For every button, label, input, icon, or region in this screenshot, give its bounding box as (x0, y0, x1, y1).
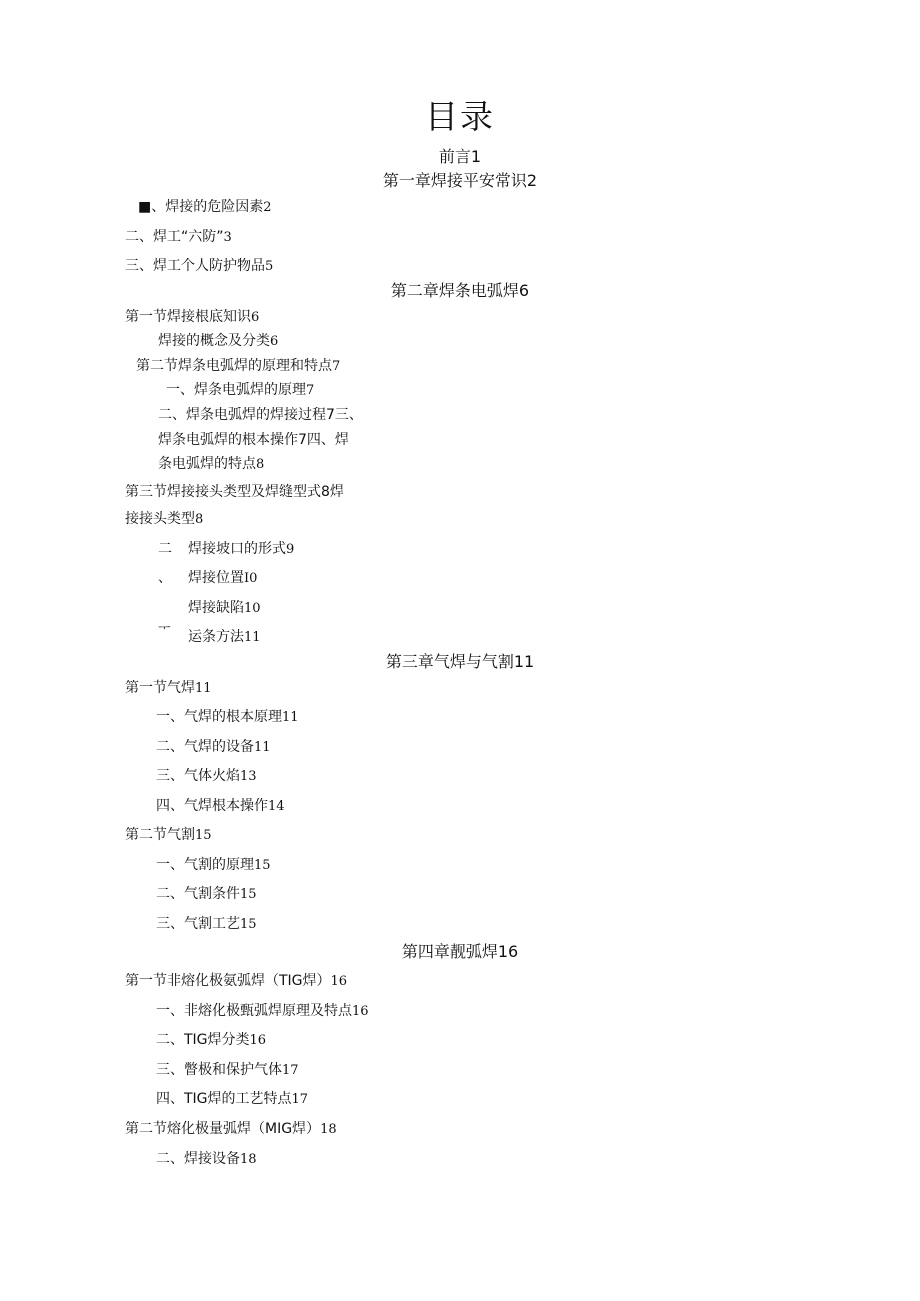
toc-section: 第二节熔化极量弧焊（MIG焊）18 (125, 1121, 337, 1137)
toc-entry: 四、气焊根本操作14 (156, 798, 285, 814)
toc-marker: 、 (158, 570, 172, 586)
toc-entry: 接接头类型8 (125, 511, 204, 527)
toc-entry: 二、焊接设备18 (156, 1151, 257, 1167)
toc-entry: 二、焊条电弧焊的焊接过程7三、 (158, 407, 363, 423)
toc-chapter: 第二章焊条电弧焊6 (390, 281, 530, 300)
toc-entry: 焊接缺陷10 (188, 600, 261, 616)
toc-entry: 二、焊工“六防”3 (125, 229, 232, 245)
toc-entry: ■、焊接的危险因素2 (138, 199, 272, 215)
toc-entry: 二、气割条件15 (156, 886, 257, 902)
toc-chapter: 第四章靓弧焊16 (401, 942, 519, 961)
toc-entry: 焊接坡口的形式9 (188, 541, 295, 557)
toc-entry: 运条方法11 (188, 629, 261, 645)
toc-section: 第二节焊条电弧焊的原理和特点7 (136, 358, 341, 374)
toc-entry: 焊接的概念及分类6 (158, 333, 279, 349)
toc-entry: 三、气体火焰13 (156, 768, 257, 784)
toc-entry: 二、TIG焊分类16 (156, 1032, 267, 1048)
toc-entry: 一、焊条电弧焊的原理7 (166, 382, 315, 398)
toc-marker: ᅮ (158, 621, 171, 636)
toc-entry: 三、焊工个人防护物品5 (125, 258, 274, 274)
toc-section: 第一节焊接根底知识6 (125, 309, 260, 325)
page-title: 目录 (425, 97, 495, 136)
toc-entry: 二、气焊的设备11 (156, 739, 271, 755)
toc-chapter: 第三章气焊与气割11 (385, 652, 535, 671)
toc-entry: 四、TIG焊的工艺特点17 (156, 1091, 309, 1107)
toc-entry: 焊接位置I0 (188, 570, 258, 586)
toc-entry: 条电弧焊的特点8 (158, 456, 265, 472)
toc-entry: 一、气割的原理15 (156, 857, 271, 873)
toc-entry: 三、气割工艺15 (156, 916, 257, 932)
toc-entry: 前言1 (438, 147, 482, 166)
toc-entry: 一、非熔化极甄弧焊原理及特点16 (156, 1003, 369, 1019)
toc-entry: 一、气焊的根本原理11 (156, 709, 299, 725)
toc-section: 第一节气焊11 (125, 680, 212, 696)
toc-section: 第一节非熔化极氨弧焊（TIG焊）16 (125, 973, 348, 989)
toc-entry: 焊条电弧焊的根本操作7四、焊 (158, 432, 349, 448)
toc-section: 第三节焊接接头类型及焊缝型式8焊 (125, 484, 344, 500)
toc-marker: 二 (158, 541, 172, 557)
toc-section: 第二节气割15 (125, 827, 212, 843)
toc-entry: 三、瞥极和保护气体17 (156, 1062, 299, 1078)
toc-chapter: 第一章焊接平安常识2 (382, 171, 538, 190)
